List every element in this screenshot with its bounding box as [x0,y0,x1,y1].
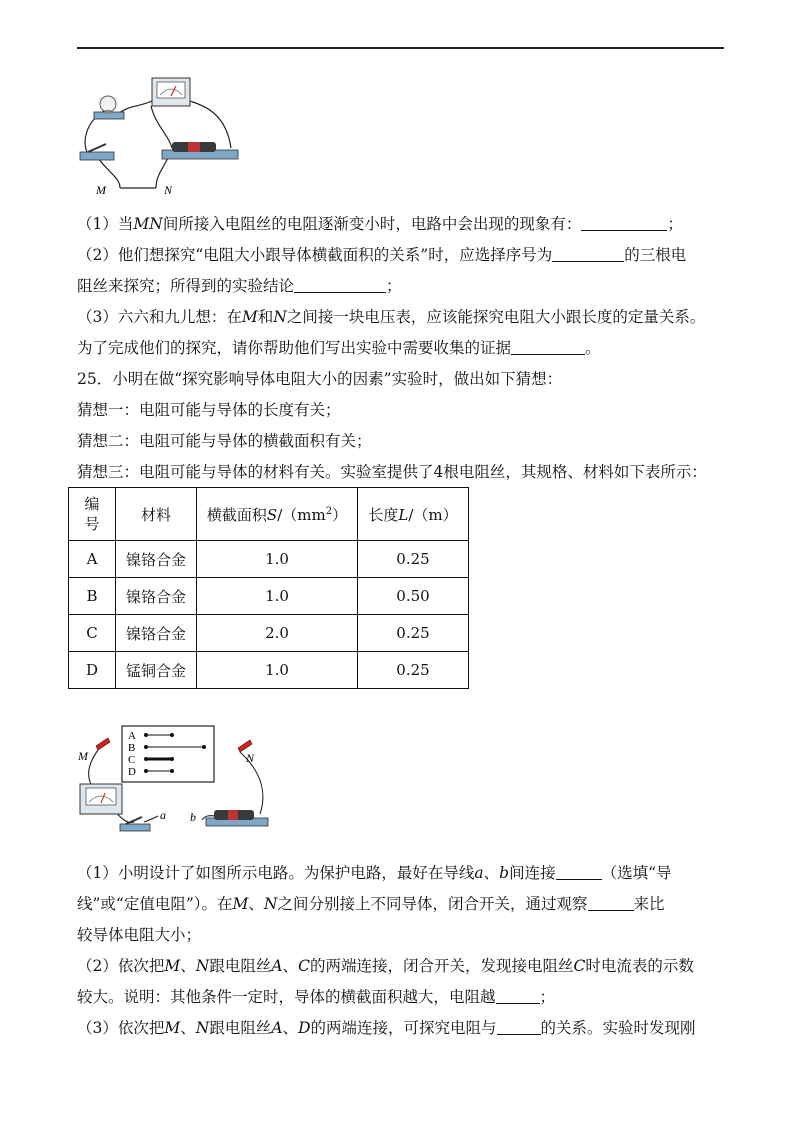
text: 号 [84,515,100,533]
var-m: M [164,1019,181,1037]
circuit-figure-1 [76,74,246,199]
var-n: N [195,1019,210,1037]
cell-material: 镍铬合金 [116,578,197,615]
q25-part1-line2 [77,894,737,914]
var-m: M [164,957,181,975]
text: 和 [257,308,274,326]
text: ； [667,215,683,233]
header-number [69,488,116,541]
q24-part1 [77,214,737,234]
text: 的三根电 [624,246,687,264]
text: ； [539,988,556,1006]
table-row [69,652,469,689]
cell-length: 0.50 [358,578,469,615]
answer-blank[interactable] [581,214,667,231]
text: 的关系。实验时发现刚 [540,1019,696,1037]
text: 。 [585,339,601,357]
cell-material: 镍铬合金 [116,541,197,578]
text: （2）他们想探究“电阻大小跟导体横截面积的关系”时，应选择序号为 [77,246,553,264]
wire-c [144,757,174,761]
table-row [69,615,469,652]
answer-blank[interactable] [556,863,602,880]
header-length [358,488,469,541]
var-l: L [398,505,409,524]
answer-blank[interactable] [552,245,624,262]
cell-id: A [69,541,116,578]
text: 跟电阻丝 [209,957,272,975]
cell-area: 2.0 [197,615,358,652]
text: 、 [282,1019,299,1037]
var-c: C [573,957,586,975]
q24-part3-line1 [77,307,737,327]
label-n: N [246,751,255,765]
text: 的两端连接，闭合开关，发现接电阻丝 [309,957,574,975]
superscript: 2 [325,505,333,517]
text: /（mm [277,505,326,524]
table-row [69,541,469,578]
var-c: C [298,957,310,975]
label-m: M [78,749,88,763]
text: 线”或“定值电阻”）。在 [77,895,233,913]
text: 编 [84,495,100,513]
text: （1）小明设计了如图所示电路。为保护电路，最好在导线 [77,864,475,882]
text: 、 [483,864,500,882]
answer-blank[interactable] [588,894,634,911]
text: （2）依次把 [77,957,165,975]
var-m: M [232,895,249,913]
header-material: 材料 [116,488,197,541]
text: 为了完成他们的探究，请你帮助他们写出实验中需要收集的证据 [77,339,512,357]
var-a: A [271,1019,283,1037]
label-a: a [160,808,166,822]
text: 长度 [368,505,399,524]
var-mn: MN [133,215,163,233]
text: 较大。说明：其他条件一定时，导体的横截面积越大，电阻越 [77,988,496,1006]
cell-area: 1.0 [197,541,358,578]
legend-a: A [128,730,136,742]
text: 横截面积 [206,505,267,524]
text: 间所接入电阻丝的电阻逐渐变小时，电路中会出现的现象有： [162,215,582,233]
q25-part2-line1 [77,956,737,976]
text: 阻丝来探究；所得到的实验结论 [77,277,295,295]
var-n: N [273,308,287,326]
text: （选填“导 [601,864,672,882]
circuit-figure-2 [74,724,274,832]
label-b: b [190,810,196,824]
header-area [197,488,358,541]
text: 之间接一块电压表，应该能探究电阻大小跟长度的定量关系。 [286,308,706,326]
cell-area: 1.0 [197,652,358,689]
var-m: M [241,308,258,326]
text: ） [332,505,348,524]
var-a: a [474,864,484,882]
q25-guess3: 猜想三：电阻可能与导体的材料有关。实验室提供了4根电阻丝，其规格、材料如下表所示： [77,463,707,481]
answer-blank[interactable] [497,1018,541,1035]
text: （3）六六和九儿想：在 [77,308,242,326]
q25-part1-line3: 较导体电阻大小； [77,926,202,944]
resistance-wire-table [68,487,469,689]
var-a: A [271,957,283,975]
text: /（m） [408,505,458,524]
cell-material: 镍铬合金 [116,615,197,652]
text: （3）依次把 [77,1019,165,1037]
var-b: b [499,864,510,882]
cell-length: 0.25 [358,541,469,578]
q24-part2-line2 [77,276,737,296]
table-header-row [69,488,469,541]
cell-id: C [69,615,116,652]
text: 、 [282,957,299,975]
var-n: N [195,957,210,975]
var-n: N [263,895,278,913]
text: 间连接 [509,864,556,882]
cell-area: 1.0 [197,578,358,615]
cell-id: D [69,652,116,689]
text: 、 [180,957,196,975]
legend-d: D [128,766,136,778]
var-d: D [298,1019,311,1037]
q24-part3-line2 [77,338,737,358]
cell-material: 锰铜合金 [116,652,197,689]
answer-blank[interactable] [294,276,386,293]
q25-part1-line1 [77,863,737,883]
cell-length: 0.25 [358,652,469,689]
q25-intro: 25．小明在做“探究影响导体电阻大小的因素”实验时，做出如下猜想： [77,370,563,388]
q25-part3-line1 [77,1018,737,1038]
answer-blank[interactable] [496,987,540,1004]
text: （1）当 [77,215,134,233]
label-n: N [164,183,173,197]
q25-guess2: 猜想二：电阻可能与导体的横截面积有关； [77,432,372,450]
text: 时电流表的示数 [585,957,694,975]
table-row [69,578,469,615]
text: 之间分别接上不同导体，闭合开关，通过观察 [277,895,588,913]
q25-part2-line2 [77,987,737,1007]
legend-c: C [128,754,136,766]
text: 、 [248,895,264,913]
answer-blank[interactable] [511,338,585,355]
text: 来比 [633,895,665,913]
label-m: M [96,183,106,197]
text: 、 [180,1019,196,1037]
text: 的两端连接，可探究电阻与 [310,1019,497,1037]
q25-guess1: 猜想一：电阻可能与导体的长度有关； [77,401,341,419]
cell-id: B [69,578,116,615]
q24-part2-line1 [77,245,737,265]
text: 跟电阻丝 [209,1019,272,1037]
var-s: S [266,505,278,524]
legend-b: B [128,742,136,754]
header-rule [77,47,724,49]
cell-length: 0.25 [358,615,469,652]
text: ； [386,277,402,295]
